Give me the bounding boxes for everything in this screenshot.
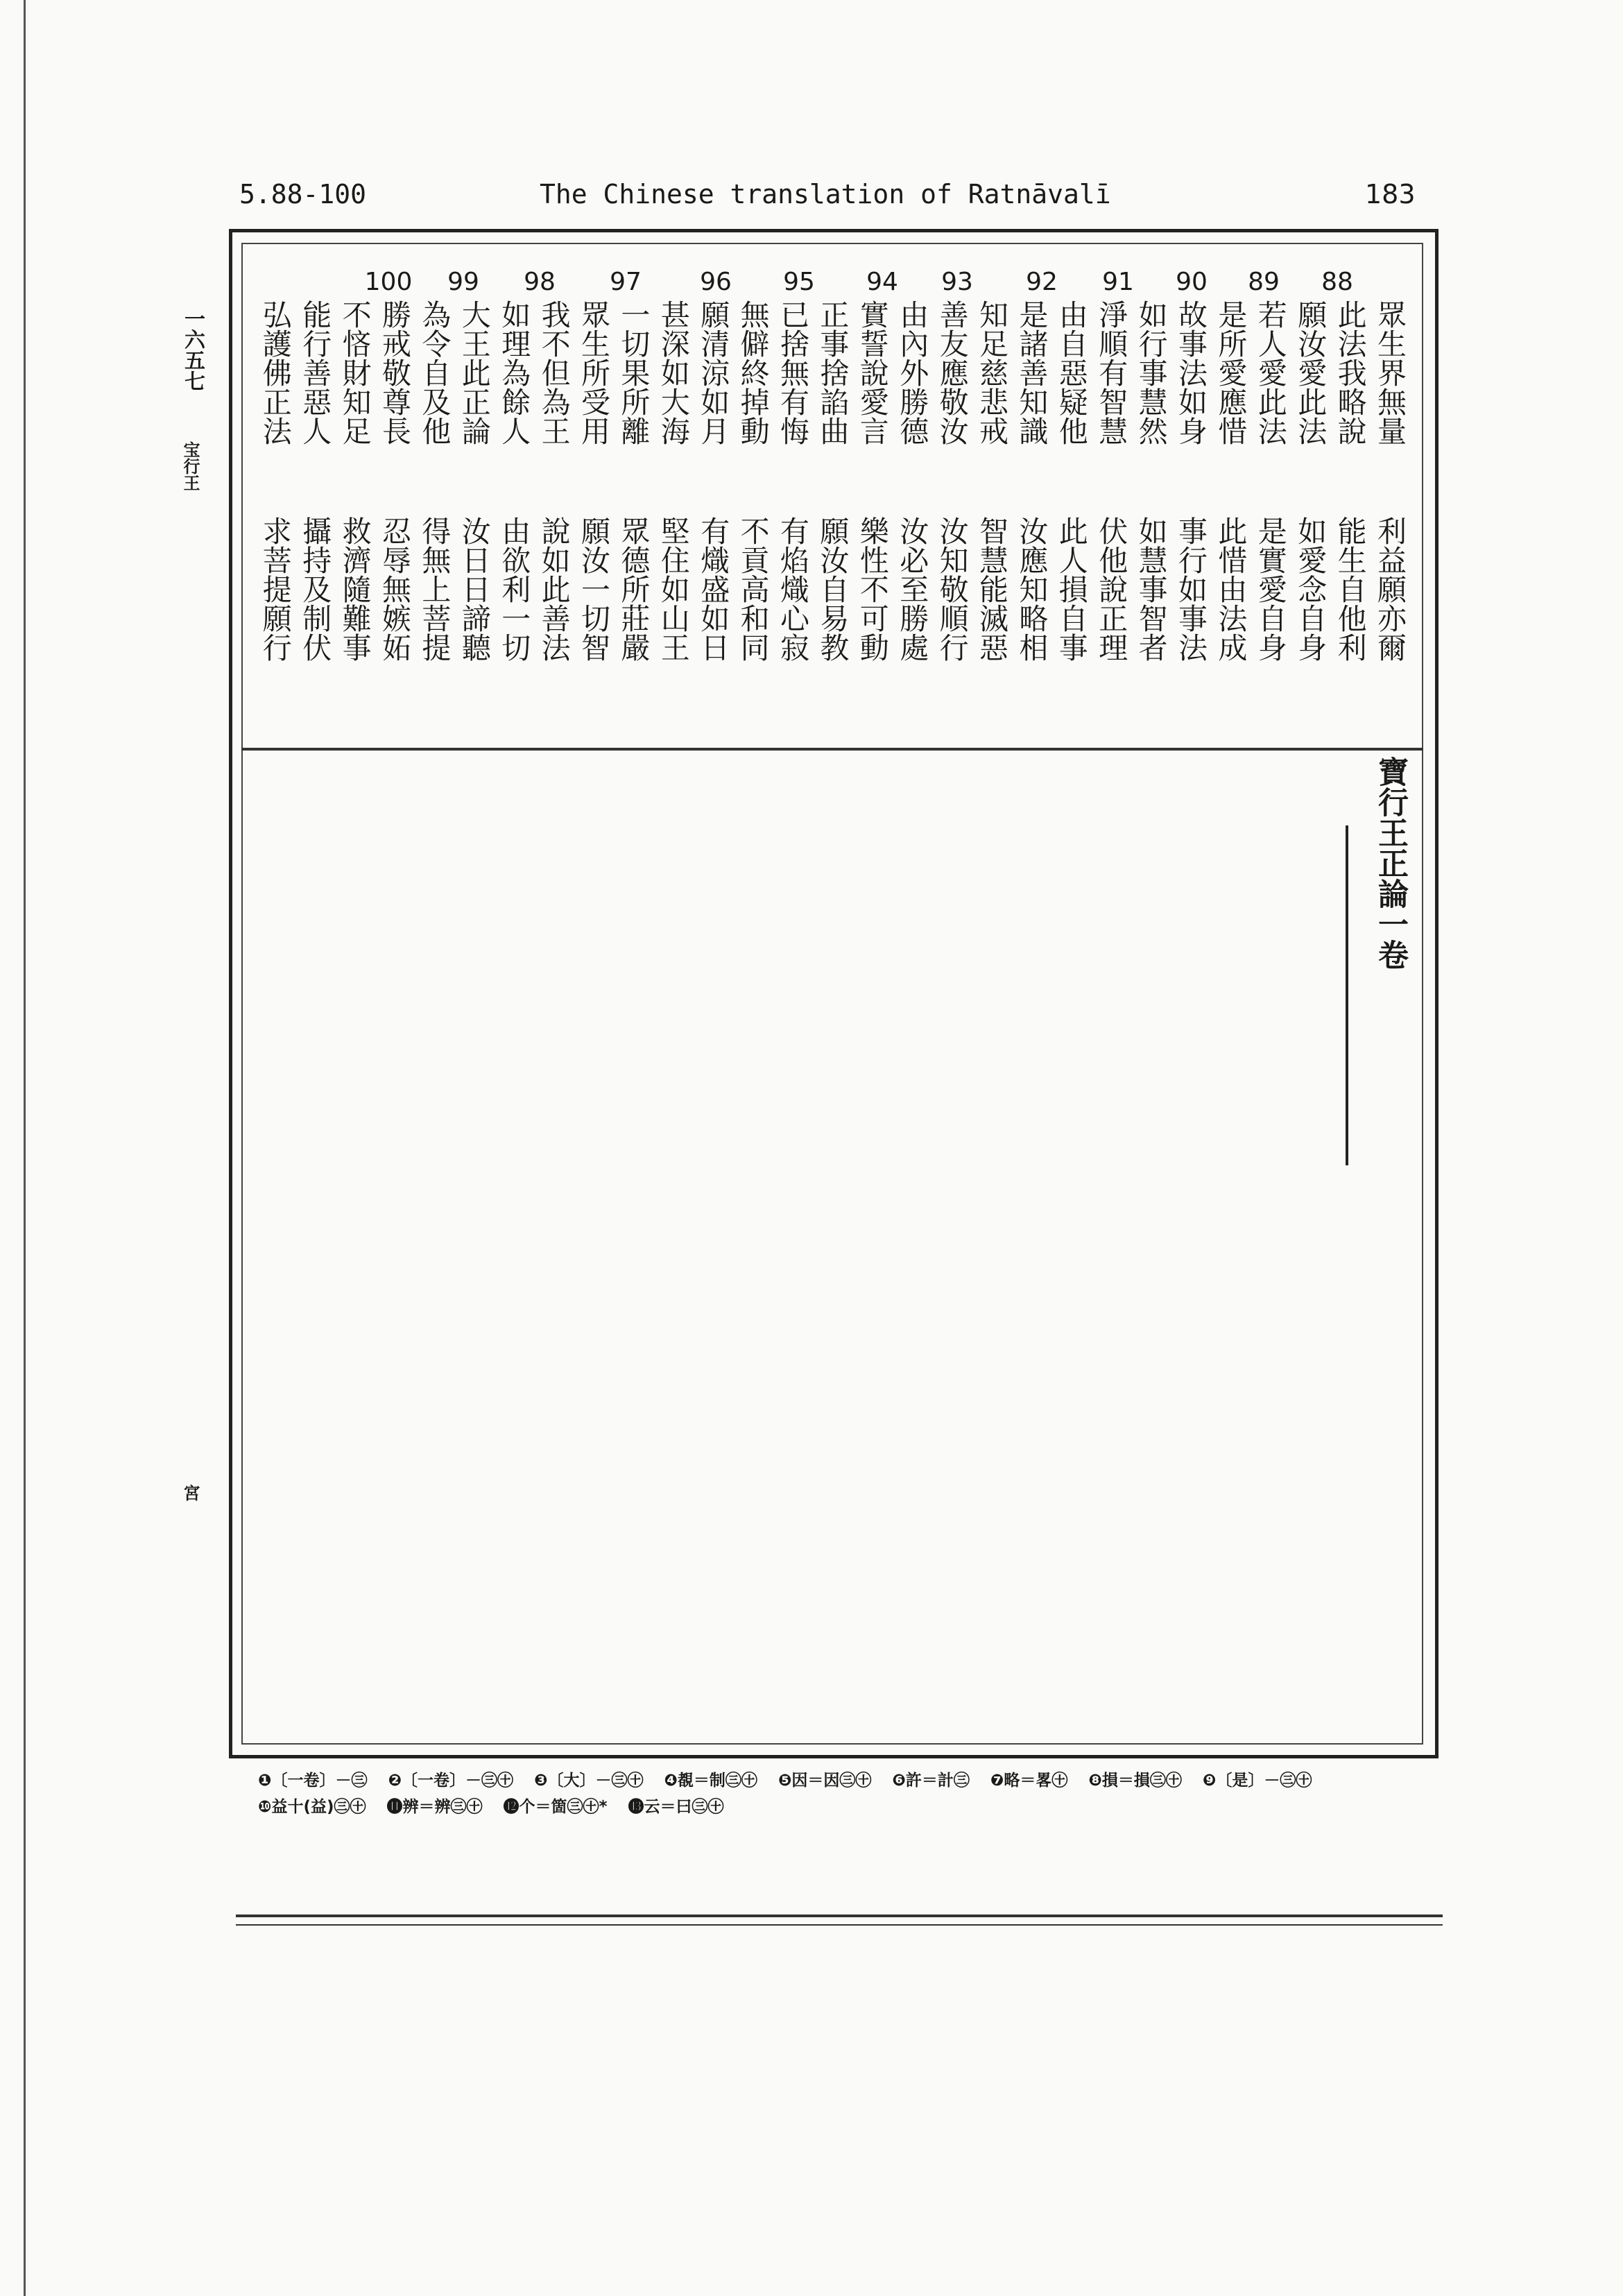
verse-column: 故事法如身 — [1174, 300, 1208, 445]
verse-number: 94 — [866, 268, 898, 296]
verse-column: 實誓說愛言 — [855, 300, 890, 445]
page-range: 5.88-100 — [239, 179, 367, 209]
footnote: ❷〔一卷〕－㊂㊉ — [388, 1772, 513, 1790]
verse-column: 堅住如山王 — [656, 516, 691, 662]
verse-column: 甚深如大海 — [656, 300, 691, 445]
text-frame-inner — [241, 243, 1423, 1745]
verse-column: 眾德所莊嚴 — [617, 516, 651, 662]
verse-number: 90 — [1176, 268, 1208, 296]
verse-column: 汝日日諦聽 — [457, 516, 492, 662]
verse-column: 伏他說正理 — [1094, 516, 1129, 662]
verse-number: 89 — [1248, 268, 1280, 296]
verse-column: 如慧事智者 — [1134, 516, 1169, 662]
verse-column: 大王此正論 — [457, 300, 492, 445]
verse-column: 智慧能滅惡 — [975, 516, 1009, 662]
verse-column: 能行善惡人 — [298, 300, 333, 445]
verse-column: 事行如事法 — [1174, 516, 1208, 662]
verse-column: 願汝愛此法 — [1294, 300, 1328, 445]
bottom-rule — [236, 1914, 1443, 1917]
verse-column: 眾生所受用 — [577, 300, 611, 445]
verse-number: 88 — [1321, 268, 1353, 296]
verse-column: 能生自他利 — [1333, 516, 1368, 662]
footnote: ❹覩＝制㊂㊉ — [664, 1772, 757, 1790]
verse-column: 如愛念自身 — [1294, 516, 1328, 662]
verse-column: 如理為餘人 — [497, 300, 532, 445]
footnote: ❻許＝計㊂ — [892, 1772, 970, 1790]
footnotes-line-2 — [258, 1794, 745, 1817]
verse-column: 忍辱無嫉妬 — [378, 516, 412, 662]
footnote: ❸〔大〕－㊂㊉ — [533, 1772, 644, 1790]
footnote: ⓬个＝箇㊂㊉* — [503, 1798, 608, 1816]
verse-column: 淨順有智慧 — [1094, 300, 1129, 445]
verse-number: 100 — [364, 268, 413, 296]
verse-column: 汝必至勝處 — [895, 516, 930, 662]
verse-column: 此人損自事 — [1054, 516, 1089, 662]
verse-column: 此惜由法成 — [1214, 516, 1248, 662]
verse-column: 是所愛應惜 — [1214, 300, 1248, 445]
verse-column: 不貢高和同 — [736, 516, 771, 662]
verse-number: 91 — [1102, 268, 1134, 296]
verse-column: 利益願亦爾 — [1373, 516, 1407, 662]
verse-column: 救濟隨難事 — [338, 516, 372, 662]
footnote: ❼略＝畧㊉ — [990, 1772, 1068, 1790]
taisho-page-number: 一六五七 — [180, 308, 205, 391]
verse-number: 93 — [941, 268, 973, 296]
verse-number: 92 — [1026, 268, 1058, 296]
verse-column: 弘護佛正法 — [258, 300, 293, 445]
verse-column: 我不但為王 — [537, 300, 572, 445]
verse-number: 99 — [447, 268, 479, 296]
verse-column: 一切果所離 — [617, 300, 651, 445]
bottom-rule-thin — [236, 1924, 1443, 1926]
verse-number: 98 — [524, 268, 556, 296]
footnote: ❽損＝損㊂㊉ — [1088, 1772, 1182, 1790]
verse-column: 已捨無有悔 — [776, 300, 810, 445]
verse-column: 攝持及制伏 — [298, 516, 333, 662]
page-number: 183 — [1365, 179, 1416, 209]
verse-number: 97 — [610, 268, 642, 296]
verse-column: 知足慈悲戒 — [975, 300, 1009, 445]
section-divider — [241, 748, 1423, 751]
verse-column: 得無上菩提 — [418, 516, 452, 662]
verse-column: 汝應知略相 — [1015, 516, 1049, 662]
verse-column: 汝知敬順行 — [935, 516, 970, 662]
footnote: ⓫辨＝辨㊂㊉ — [386, 1798, 483, 1816]
verse-column: 善友應敬汝 — [935, 300, 970, 445]
footnote: ❶〔一卷〕－㊂ — [258, 1772, 368, 1790]
verse-column: 眾生界無量 — [1373, 300, 1407, 445]
verse-number: 96 — [700, 268, 732, 296]
verse-column: 此法我略說 — [1333, 300, 1368, 445]
footnote: ❺因＝因㊂㊉ — [778, 1772, 872, 1790]
verse-column: 是實愛自身 — [1253, 516, 1288, 662]
verse-column: 是諸善知識 — [1015, 300, 1049, 445]
verse-column: 為令自及他 — [418, 300, 452, 445]
verse-column: 若人愛此法 — [1253, 300, 1288, 445]
verse-column: 有焰熾心寂 — [776, 516, 810, 662]
verse-column: 樂性不可動 — [855, 516, 890, 662]
colophon-rule — [1346, 825, 1348, 1165]
verse-column: 由內外勝德 — [895, 300, 930, 445]
verse-column: 願清涼如月 — [696, 300, 731, 445]
verse-column: 有熾盛如日 — [696, 516, 731, 662]
footnote: ❾〔是〕－㊂㊉ — [1202, 1772, 1312, 1790]
side-margin-mark: 宮 — [180, 1484, 200, 1501]
footnote: ⓭云＝曰㊂㊉ — [628, 1798, 724, 1816]
footnotes-line-1 — [258, 1767, 1332, 1790]
verse-column: 由欲利一切 — [497, 516, 532, 662]
footnote: ❿益十(益)㊂㊉ — [258, 1798, 366, 1816]
verse-number: 95 — [783, 268, 815, 296]
side-abbrev: 宝行王 — [180, 441, 200, 491]
running-title: The Chinese translation of Ratnāvalī — [540, 179, 1111, 209]
verse-column: 正事捨諂曲 — [816, 300, 850, 445]
verse-column: 勝戒敬尊長 — [378, 300, 412, 445]
verse-column: 求菩提願行 — [258, 516, 293, 662]
left-margin-rule — [24, 0, 26, 2296]
colophon-title: 寶行王正論一卷 — [1373, 756, 1408, 970]
verse-column: 無僻終掉動 — [736, 300, 771, 445]
verse-column: 願汝一切智 — [577, 516, 611, 662]
verse-column: 願汝自易教 — [816, 516, 850, 662]
verse-column: 不悋財知足 — [338, 300, 372, 445]
verse-column: 如行事慧然 — [1134, 300, 1169, 445]
verse-column: 由自惡疑他 — [1054, 300, 1089, 445]
verse-column: 說如此善法 — [537, 516, 572, 662]
